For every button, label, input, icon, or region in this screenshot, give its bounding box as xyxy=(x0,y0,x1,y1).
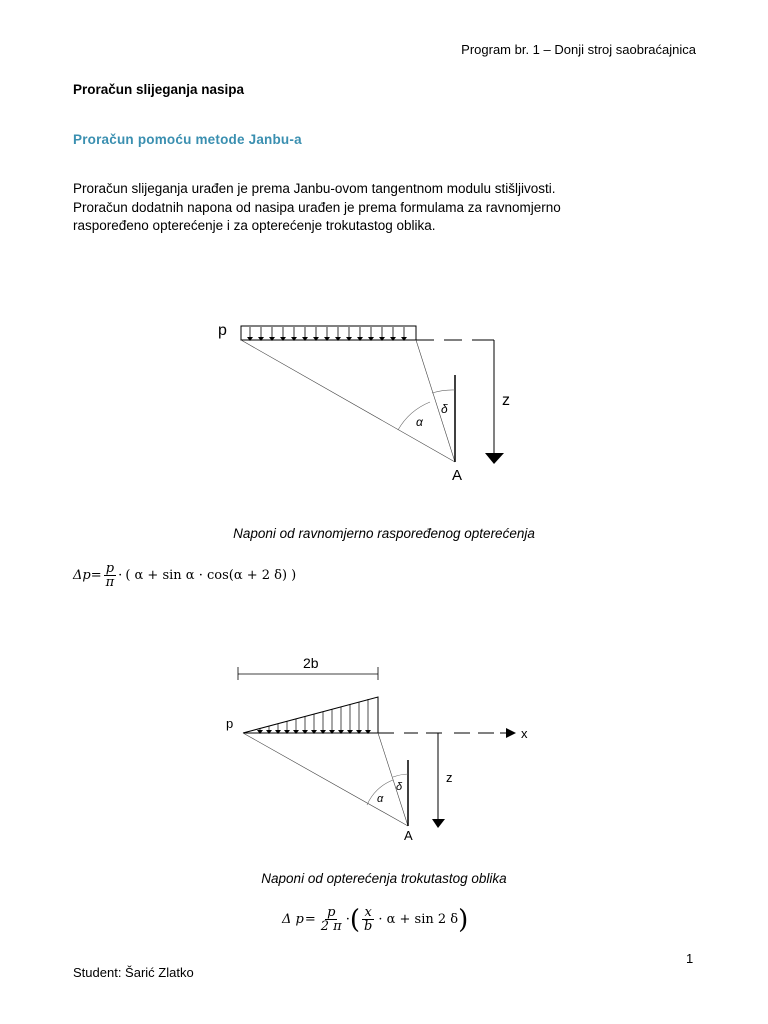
f2-lhs: Δ p xyxy=(282,912,304,927)
f1-lhs: Δp xyxy=(73,568,91,583)
ray-right xyxy=(416,340,455,462)
arc-alpha xyxy=(398,402,430,430)
intro-paragraph xyxy=(73,180,693,236)
triangle-load xyxy=(243,697,378,733)
label-delta-2: δ xyxy=(396,781,403,793)
f2-dot: · xyxy=(345,912,350,927)
figure2-caption: Naponi od opterećenja trokutastog oblika xyxy=(261,871,507,886)
figure-triangular-load xyxy=(220,650,540,845)
label-x: x xyxy=(521,726,528,741)
figure1-caption: Naponi od ravnomjerno raspoređenog opterećenja xyxy=(233,526,535,541)
f2-num: p xyxy=(327,905,336,920)
f1-den: π xyxy=(105,575,115,590)
z-arrowhead xyxy=(485,453,504,464)
f1-fraction xyxy=(104,562,117,589)
formula-uniform xyxy=(73,562,296,589)
label-z: z xyxy=(502,392,510,409)
label-2b: 2b xyxy=(303,655,319,671)
label-p-2: p xyxy=(226,716,234,731)
f2-den: 2 π xyxy=(320,919,342,934)
paragraph-line-3: raspoređeno opterećenje i za opterećenje trokutastog oblika. xyxy=(73,218,436,233)
f1-body: ( α + sin α · cos(α + 2 δ) ) xyxy=(125,568,297,583)
f2-close-paren: ) xyxy=(458,904,469,935)
label-A: A xyxy=(452,467,463,484)
x-arrowhead xyxy=(506,728,516,738)
label-alpha: α xyxy=(416,415,423,429)
f2-inner-rest: · α + sin 2 δ xyxy=(378,912,459,927)
figure-uniform-load xyxy=(200,310,530,490)
footer-student: Student: Šarić Zlatko xyxy=(73,965,194,980)
f2-fraction xyxy=(319,906,344,933)
section-subtitle: Proračun pomoću metode Janbu-a xyxy=(73,132,302,147)
label-alpha-2: α xyxy=(377,793,384,805)
arc-delta-2 xyxy=(393,774,408,777)
ray-left-2 xyxy=(243,733,408,826)
f1-dot: · xyxy=(118,568,123,583)
ray-left xyxy=(241,340,455,462)
f1-num: p xyxy=(105,561,115,576)
paragraph-line-2: Proračun dodatnih napona od nasipa urađen je prema formulama za ravnomjerno xyxy=(73,199,561,215)
formula-triangular xyxy=(282,906,468,933)
paragraph-line-1: Proračun slijeganja urađen je prema Janbu-ovom tangentnom modulu stišljivosti. xyxy=(73,181,556,196)
f1-eq: = xyxy=(90,568,102,583)
f2-inner-den: b xyxy=(364,919,373,934)
label-A-2: A xyxy=(404,828,413,843)
document-title: Proračun slijeganja nasipa xyxy=(73,82,245,97)
f2-inner-num: x xyxy=(364,905,372,920)
f2-inner-fraction xyxy=(362,906,374,933)
page-number: 1 xyxy=(686,951,694,966)
ray-right-2 xyxy=(378,733,408,826)
page-header: Program br. 1 – Donji stroj saobraćajnica xyxy=(461,42,696,57)
arc-delta xyxy=(432,390,455,393)
label-delta: δ xyxy=(441,402,448,416)
f2-eq: = xyxy=(304,912,316,927)
label-p: p xyxy=(218,322,227,339)
z-arrowhead-2 xyxy=(432,819,445,828)
label-z-2: z xyxy=(446,770,453,785)
f2-open-paren: ( xyxy=(349,904,360,935)
